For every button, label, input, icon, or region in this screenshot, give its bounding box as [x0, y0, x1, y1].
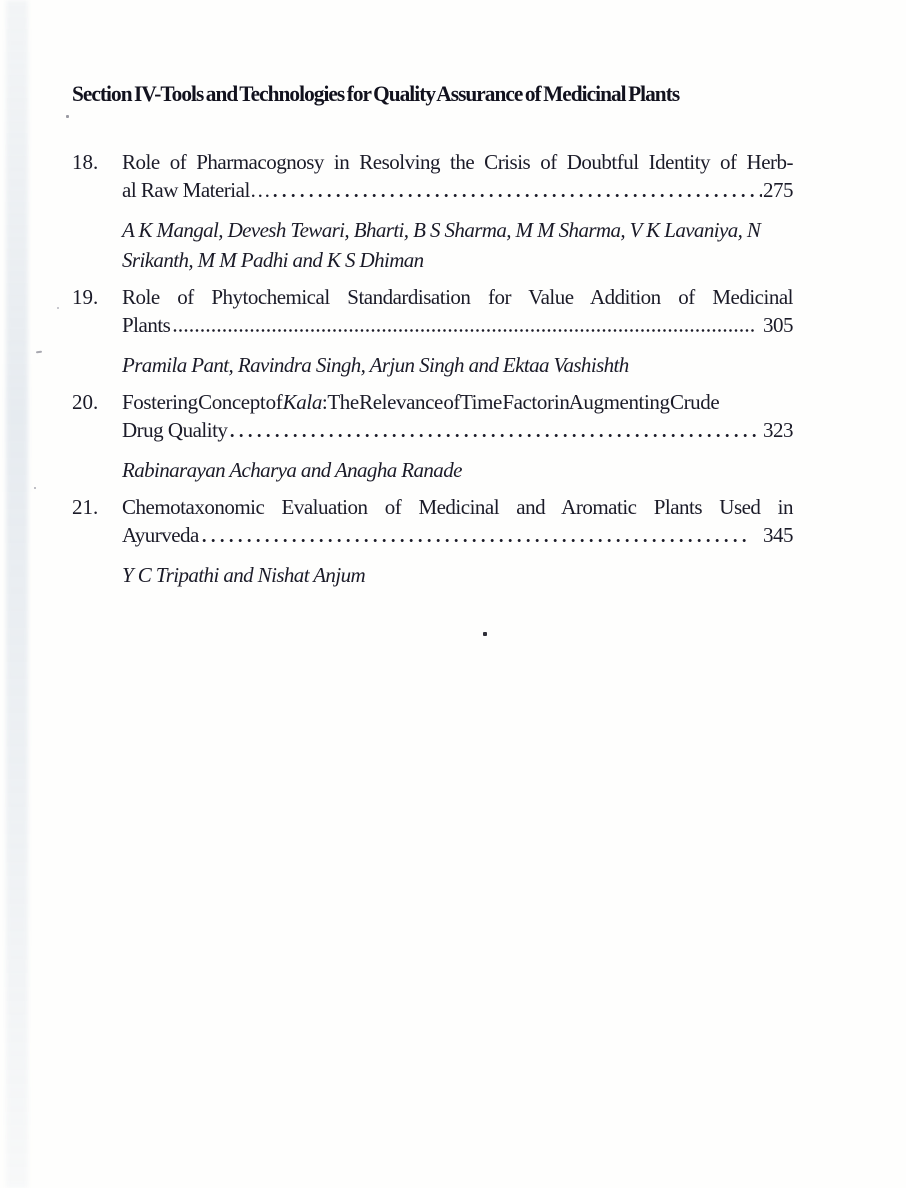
- entry-title-line1: [122, 388, 793, 416]
- entry-authors: Y C Tripathi and Nishat Anjum: [122, 563, 366, 587]
- title-text: Role of Phytochemical Standardisation for Value Addition of Medicinal: [122, 285, 793, 309]
- toc-entry: [72, 283, 793, 380]
- entry-number: 18.: [72, 150, 99, 174]
- title-text: al Raw Material…: [122, 178, 271, 202]
- scan-speck: [36, 351, 42, 354]
- entry-title: [122, 493, 793, 549]
- title-text: : The Relevance of Time Factor in Augmenting Crude: [321, 390, 720, 414]
- scan-speck: [34, 487, 36, 489]
- entry-title-line2: [122, 176, 793, 204]
- toc-entry: [72, 493, 793, 590]
- entry-number: 20.: [72, 390, 99, 414]
- title-text: Ayurveda: [122, 523, 199, 547]
- scan-edge-smudge: [6, 0, 28, 1188]
- entry-title: [122, 388, 793, 444]
- dot-leader: [273, 194, 762, 197]
- page-number: 323: [763, 418, 793, 442]
- entry-title-line2: [122, 416, 793, 444]
- page-number: 305: [763, 313, 793, 337]
- entry-authors: Pramila Pant, Ravindra Singh, Arjun Singh and Ektaa Vashishth: [122, 353, 629, 377]
- dot-leader: [230, 434, 756, 437]
- entry-authors: Rabinarayan Acharya and Anagha Ranade: [122, 458, 462, 482]
- page-number: 345: [763, 523, 793, 547]
- entry-title: [122, 283, 793, 339]
- entry-number: 19.: [72, 285, 99, 309]
- section-heading: Section IV-Tools and Technologies for Quality Assurance of Medicinal Plants: [72, 81, 680, 106]
- scan-speck: [483, 632, 487, 636]
- entry-title: [122, 148, 793, 204]
- dot-leader: [202, 539, 746, 542]
- title-text: Fostering Concept of: [122, 390, 283, 414]
- toc-entry: [72, 388, 793, 485]
- title-text: Drug Quality: [122, 418, 228, 442]
- entry-number: 21.: [72, 495, 99, 519]
- entry-title-line2: [122, 311, 793, 339]
- title-text: Role of Pharmacognosy in Resolving the Crisis of Doubtful Identity of Herb-: [122, 150, 793, 174]
- toc-content: [72, 0, 793, 590]
- toc-entry: [72, 148, 793, 275]
- entry-title-line1: [122, 283, 793, 311]
- page-number: 275: [763, 178, 793, 202]
- dot-leader: [173, 329, 756, 332]
- title-italic-text: Kala: [282, 390, 322, 414]
- title-text: Plants: [122, 313, 171, 337]
- title-text: Chemotaxonomic Evaluation of Medicinal and Aromatic Plants Used in: [122, 495, 793, 519]
- entry-title-line1: [122, 493, 793, 521]
- scan-speck: [66, 115, 69, 118]
- entry-title-line1: [122, 148, 793, 176]
- scan-speck: [57, 307, 59, 309]
- entry-title-line2: [122, 521, 793, 549]
- entry-authors: A K Mangal, Devesh Tewari, Bharti, B S Sharma, M M Sharma, V K Lavaniya, N Srikanth, M M Padhi and K S Dhiman: [122, 218, 761, 272]
